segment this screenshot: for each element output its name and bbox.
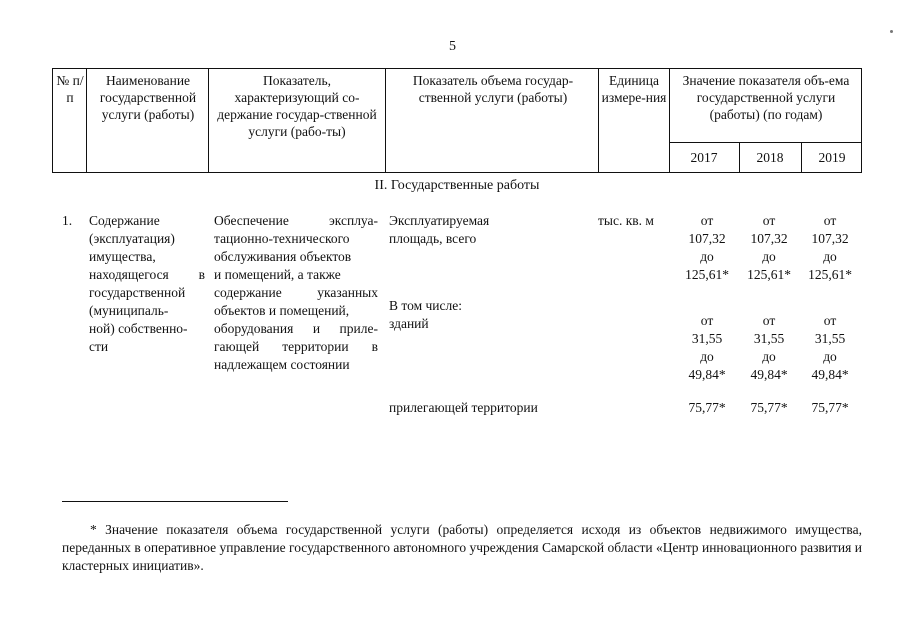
service-name-line: сти — [89, 339, 109, 354]
service-content-line: содержание указанных — [214, 285, 378, 300]
value-line: 31,55 — [753, 331, 785, 346]
value-line: 107,32 — [688, 231, 726, 246]
total-value-2019 — [795, 212, 865, 284]
including-label: В том числе: — [389, 298, 462, 313]
buildings-value-2019 — [795, 312, 865, 384]
value-line: от — [762, 313, 776, 328]
value-line: до — [823, 249, 837, 264]
service-content-line: Обеспечение эксплуа- — [214, 213, 378, 228]
value-line: 49,84* — [811, 367, 849, 382]
header-col-unit: Единица измере-ния — [601, 73, 667, 105]
value-line: от — [700, 213, 714, 228]
divider — [208, 69, 209, 172]
scan-artifact-dot — [890, 30, 893, 33]
value-line: 49,84* — [688, 367, 726, 382]
total-value-2018 — [734, 212, 804, 284]
service-content-line: тационно-технического — [214, 231, 350, 246]
header-year: 2019 — [818, 150, 846, 165]
footnote: * Значение показателя объема государственной услуги (работы) определяется исходя из объектов недвижимого имущества, переданных в оперативное управление государственного автономного учреждения Самарской области «Центр инновационного развития и кластерных инициатив». — [62, 522, 862, 573]
header-col-name: Наименование государственной услуги (работы) — [99, 73, 197, 122]
value-line: до — [762, 349, 776, 364]
value-line: до — [700, 249, 714, 264]
divider — [86, 69, 87, 172]
territory-value-2018: 75,77* — [750, 400, 788, 415]
value-line: до — [823, 349, 837, 364]
value-line: 49,84* — [750, 367, 788, 382]
value-line: от — [823, 213, 837, 228]
divider — [669, 142, 861, 143]
volume-total-label-line: площадь, всего — [389, 231, 477, 246]
territory-value-2017: 75,77* — [688, 400, 726, 415]
value-line: до — [700, 349, 714, 364]
header-table — [52, 68, 862, 173]
service-content-line: оборудования и приле- — [214, 321, 378, 336]
section-title: II. Государственные работы — [374, 178, 540, 193]
header-col-indicator: Показатель, характеризующий со-держание государ-ственной услуги (рабо-ты) — [217, 73, 377, 139]
service-name-line: государственной — [89, 285, 186, 300]
value-line: 125,61* — [685, 267, 729, 282]
value-line: 31,55 — [814, 331, 846, 346]
buildings-label: зданий — [389, 316, 429, 331]
value-line: 107,32 — [750, 231, 788, 246]
header-col-volume: Показатель объема государ-ственной услуги (работы) — [412, 73, 574, 105]
footnote-separator — [62, 501, 288, 502]
header-col-number: № п/п — [56, 73, 84, 105]
value-line: от — [700, 313, 714, 328]
value-line: до — [762, 249, 776, 264]
unit-label: тыс. кв. м — [598, 213, 654, 228]
row-number: 1. — [62, 213, 73, 228]
header-year: 2018 — [756, 150, 784, 165]
service-content-line: надлежащем состоянии — [214, 357, 350, 372]
service-content-line: гающей территории в — [214, 339, 378, 354]
service-content-line: объектов и помещений, — [214, 303, 350, 318]
page-number: 5 — [449, 39, 456, 54]
header-year: 2017 — [690, 150, 718, 165]
volume-total-label-line: Эксплуатируемая — [389, 213, 490, 228]
territory-label: прилегающей территории — [389, 400, 538, 415]
service-name-line: (муниципаль- — [89, 303, 169, 318]
divider — [385, 69, 386, 172]
service-content — [214, 212, 378, 374]
buildings-value-2017 — [672, 312, 742, 384]
buildings-value-2018 — [734, 312, 804, 384]
service-name-line: (эксплуатация) — [89, 231, 175, 246]
service-name — [89, 212, 205, 356]
header-col-value: Значение показателя объ-ема государственной услуги (работы) (по годам) — [682, 73, 850, 122]
value-line: 31,55 — [691, 331, 723, 346]
value-line: 125,61* — [747, 267, 791, 282]
total-value-2017 — [672, 212, 742, 284]
territory-value-2019: 75,77* — [811, 400, 849, 415]
service-name-line: имущества, — [89, 249, 156, 264]
value-line: от — [823, 313, 837, 328]
value-line: от — [762, 213, 776, 228]
service-name-line: Содержание — [89, 213, 160, 228]
service-content-line: и помещений, а также — [214, 267, 341, 282]
value-line: 107,32 — [811, 231, 849, 246]
divider — [598, 69, 599, 172]
volume-total-label — [389, 212, 489, 248]
service-content-line: обслуживания объектов — [214, 249, 352, 264]
value-line: 125,61* — [808, 267, 852, 282]
service-name-line: находящегося в — [89, 267, 205, 282]
service-name-line: ной) собственно- — [89, 321, 188, 336]
